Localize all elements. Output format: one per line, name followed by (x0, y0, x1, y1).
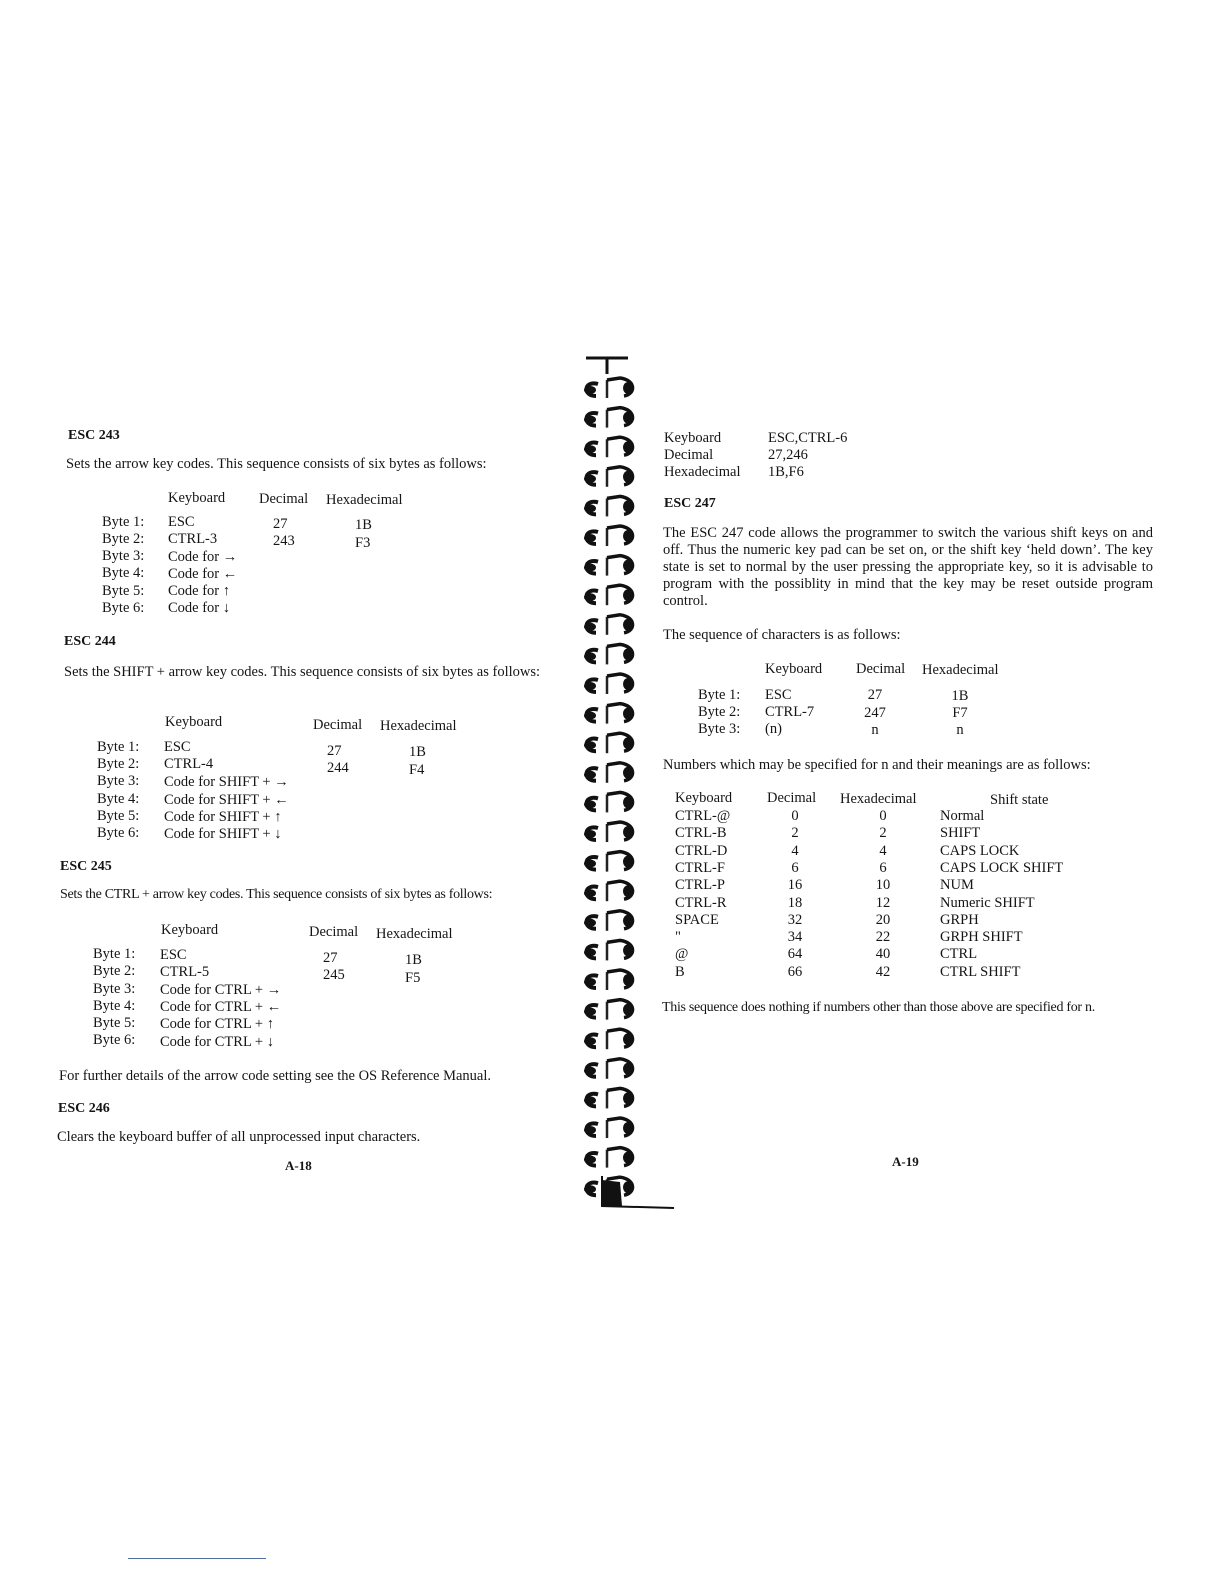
table-header: Keyboard (675, 790, 733, 806)
hex-cell: 6 (879, 859, 887, 876)
byte-label: Byte 1: (93, 946, 136, 962)
spiral-ring (584, 526, 633, 546)
spiral-ring (584, 467, 633, 487)
hex-cell: F3 (355, 535, 371, 551)
bottom-rule (128, 1558, 266, 1559)
esc244-description: Sets the SHIFT + arrow key codes. This sequence consists of six bytes as follows: (64, 664, 541, 680)
esc244-heading: ESC 244 (64, 634, 116, 649)
decimal-cell: 243 (273, 533, 295, 549)
table-header: Decimal (767, 790, 817, 806)
hex-cell: 1B (951, 688, 969, 704)
byte-label: Byte 4: (102, 565, 145, 581)
esc245-heading: ESC 245 (60, 859, 112, 874)
decimal-cell: 64 (787, 946, 803, 963)
code-value: 27,246 (768, 447, 808, 463)
spiral-ring (584, 1148, 633, 1168)
keyboard-cell: Code for SHIFT + ↓ (164, 826, 282, 842)
byte-label: Byte 4: (97, 791, 140, 807)
keyboard-cell: Code for SHIFT + ← (164, 792, 289, 808)
table-header: Hexadecimal (326, 492, 403, 508)
code-label: Hexadecimal (664, 464, 741, 480)
keyboard-cell: Code for ← (168, 566, 238, 582)
keyboard-cell: Code for CTRL + ← (160, 999, 282, 1015)
byte-label: Byte 2: (97, 756, 140, 772)
spiral-ring (584, 674, 633, 694)
keyboard-cell: CTRL-R (675, 894, 727, 911)
byte-label: Byte 5: (93, 1015, 136, 1031)
esc246-description: Clears the keyboard buffer of all unprocessed input characters. (57, 1129, 421, 1145)
decimal-cell: 27 (323, 950, 338, 966)
shift-state-cell: GRPH (940, 911, 979, 928)
shift-state-cell: SHIFT (940, 825, 981, 842)
spiral-ring (584, 408, 633, 428)
decimal-cell: 6 (791, 859, 799, 876)
byte-label: Byte 3: (97, 773, 140, 789)
table-header: Decimal (856, 661, 906, 677)
code-value: ESC,CTRL-6 (768, 430, 848, 446)
hex-cell: 1B (409, 744, 426, 760)
byte-label: Byte 2: (102, 531, 145, 547)
keyboard-cell: Code for CTRL + ↓ (160, 1034, 274, 1050)
spiral-ring (584, 1000, 633, 1020)
keyboard-cell: " (675, 929, 681, 946)
table-header: Hexadecimal (922, 662, 999, 678)
hex-cell: 2 (879, 825, 887, 842)
keyboard-cell: Code for ↑ (168, 583, 231, 599)
shift-state-cell: CAPS LOCK (940, 842, 1020, 859)
spiral-ring (584, 378, 633, 398)
spiral-ring (584, 644, 633, 664)
table-header: Shift state (990, 792, 1049, 808)
esc245-description: Sets the CTRL + arrow key codes. This sequence consists of six bytes as follows: (60, 887, 493, 902)
sequence-intro: The sequence of characters is as follows: (663, 627, 901, 643)
page-number-left: A-18 (285, 1158, 312, 1173)
hex-cell: 42 (875, 963, 891, 980)
table-header: Hexadecimal (840, 791, 917, 807)
decimal-cell: 16 (787, 877, 803, 894)
decimal-cell: 0 (791, 808, 799, 824)
hex-cell: 10 (875, 877, 891, 894)
hex-cell: 22 (875, 929, 891, 946)
decimal-cell: n (871, 722, 879, 738)
spiral-ring (584, 615, 633, 635)
byte-label: Byte 1: (102, 514, 145, 530)
byte-label: Byte 2: (698, 704, 741, 720)
byte-label: Byte 5: (102, 583, 145, 599)
spiral-top-cap (586, 358, 628, 374)
spiral-ring (584, 1059, 633, 1079)
keyboard-cell: CTRL-D (675, 842, 728, 859)
spiral-ring (584, 911, 633, 931)
table-header: Hexadecimal (380, 718, 457, 734)
hex-cell: F7 (952, 705, 968, 721)
shift-state-cell: Numeric SHIFT (940, 894, 1035, 911)
spiral-ring (584, 437, 633, 457)
hex-cell: 1B (405, 952, 422, 968)
hex-cell: F4 (409, 762, 425, 778)
byte-label: Byte 6: (93, 1032, 136, 1048)
byte-label: Byte 4: (93, 998, 136, 1014)
keyboard-cell: Code for SHIFT + ↑ (164, 809, 282, 825)
keyboard-cell: Code for → (168, 549, 238, 565)
decimal-cell: 2 (791, 825, 799, 842)
keyboard-cell: CTRL-@ (675, 808, 731, 824)
keyboard-cell: @ (675, 946, 689, 963)
byte-label: Byte 6: (102, 600, 145, 616)
byte-label: Byte 3: (102, 548, 145, 564)
decimal-cell: 245 (323, 967, 345, 983)
shift-state-cell: NUM (940, 877, 974, 894)
spiral-ring (584, 881, 633, 901)
keyboard-cell: Code for CTRL + ↑ (160, 1016, 274, 1032)
decimal-cell: 27 (273, 516, 288, 532)
decimal-cell: 4 (791, 842, 799, 859)
decimal-cell: 34 (787, 929, 803, 946)
closing-note: This sequence does nothing if numbers other than those above are specified for n. (662, 1000, 1095, 1015)
spiral-bottom-block (602, 1180, 622, 1206)
spiral-ring (584, 496, 633, 516)
esc246-heading: ESC 246 (58, 1101, 110, 1116)
decimal-cell: 66 (787, 963, 803, 980)
shift-state-cell: Normal (940, 808, 985, 824)
keyboard-cell: CTRL-F (675, 859, 725, 876)
keyboard-cell: CTRL-P (675, 877, 725, 894)
table-header: Hexadecimal (376, 926, 453, 942)
keyboard-cell: Code for ↓ (168, 600, 231, 616)
table-header: Keyboard (161, 922, 219, 938)
hex-cell: 40 (875, 946, 891, 963)
spiral-ring (584, 1029, 633, 1049)
byte-label: Byte 5: (97, 808, 140, 824)
spiral-ring (584, 763, 633, 783)
table-header: Decimal (309, 924, 359, 940)
hex-cell: 20 (875, 911, 891, 928)
code-value: 1B,F6 (768, 464, 804, 480)
table-header: Keyboard (765, 661, 823, 677)
keyboard-cell: B (675, 963, 685, 980)
byte-label: Byte 1: (97, 739, 140, 755)
keyboard-cell: ESC (160, 947, 187, 963)
spiral-ring (584, 940, 633, 960)
decimal-cell: 32 (787, 911, 803, 928)
keyboard-cell: (n) (765, 721, 782, 737)
decimal-cell: 247 (864, 705, 886, 721)
spiral-ring (584, 704, 633, 724)
hex-cell: n (956, 722, 964, 738)
table-header: Keyboard (165, 714, 223, 730)
keyboard-cell: ESC (164, 739, 191, 755)
esc247-description: The ESC 247 code allows the programmer to switch the various shift keys on and off. Thus the numeric key pad can be set on, or the shift key ‘held down’. The key state is set to normal by the user pressing the appropriate key, so it is advisable to program with the possiblity in mind that the key may be reset outside program control. (663, 525, 1153, 609)
keyboard-cell: CTRL-3 (168, 531, 218, 547)
spiral-ring (584, 733, 633, 753)
keyboard-cell: CTRL-5 (160, 964, 210, 980)
hex-cell: F5 (405, 970, 421, 986)
keyboard-cell: CTRL-4 (164, 756, 214, 772)
hex-cell: 4 (879, 842, 887, 859)
further-details-note: For further details of the arrow code setting see the OS Reference Manual. (59, 1068, 492, 1084)
spiral-ring (584, 792, 633, 812)
esc243-description: Sets the arrow key codes. This sequence consists of six bytes as follows: (66, 456, 487, 472)
keyboard-cell: SPACE (675, 911, 719, 928)
hex-cell: 1B (355, 517, 372, 533)
esc243-heading: ESC 243 (68, 428, 120, 443)
spiral-binding (576, 356, 676, 1212)
hex-cell: 0 (879, 808, 887, 824)
decimal-cell: 18 (787, 894, 803, 911)
shift-state-cell: CTRL SHIFT (940, 963, 1021, 980)
byte-label: Byte 3: (698, 721, 741, 737)
code-label: Keyboard (664, 430, 722, 446)
page-number-right: A-19 (892, 1154, 919, 1169)
spiral-ring (584, 852, 633, 872)
byte-label: Byte 3: (93, 981, 136, 997)
table-header: Keyboard (168, 490, 226, 506)
keyboard-cell: ESC (168, 514, 195, 530)
spiral-ring (584, 585, 633, 605)
decimal-cell: 27 (327, 743, 342, 759)
esc247-heading: ESC 247 (664, 496, 716, 511)
byte-label: Byte 6: (97, 825, 140, 841)
shift-state-cell: CTRL (940, 946, 978, 963)
keyboard-cell: CTRL-B (675, 825, 727, 842)
keyboard-cell: ESC (765, 687, 792, 703)
shift-state-cell: CAPS LOCK SHIFT (940, 859, 1064, 876)
spiral-ring (584, 822, 633, 842)
table-header: Decimal (313, 717, 363, 733)
byte-label: Byte 2: (93, 963, 136, 979)
decimal-cell: 244 (327, 760, 349, 776)
keyboard-cell: Code for CTRL + → (160, 982, 282, 998)
spiral-ring (584, 1118, 633, 1138)
code-label: Decimal (664, 447, 714, 463)
spiral-ring (584, 1088, 633, 1108)
spiral-ring (584, 556, 633, 576)
numbers-intro: Numbers which may be specified for n and their meanings are as follows: (663, 757, 1091, 773)
keyboard-cell: CTRL-7 (765, 704, 815, 720)
table-header: Decimal (259, 491, 309, 507)
byte-label: Byte 1: (698, 687, 741, 703)
keyboard-cell: Code for SHIFT + → (164, 774, 289, 790)
spiral-ring (584, 970, 633, 990)
decimal-cell: 27 (867, 687, 883, 703)
shift-state-cell: GRPH SHIFT (940, 929, 1023, 946)
hex-cell: 12 (875, 894, 891, 911)
